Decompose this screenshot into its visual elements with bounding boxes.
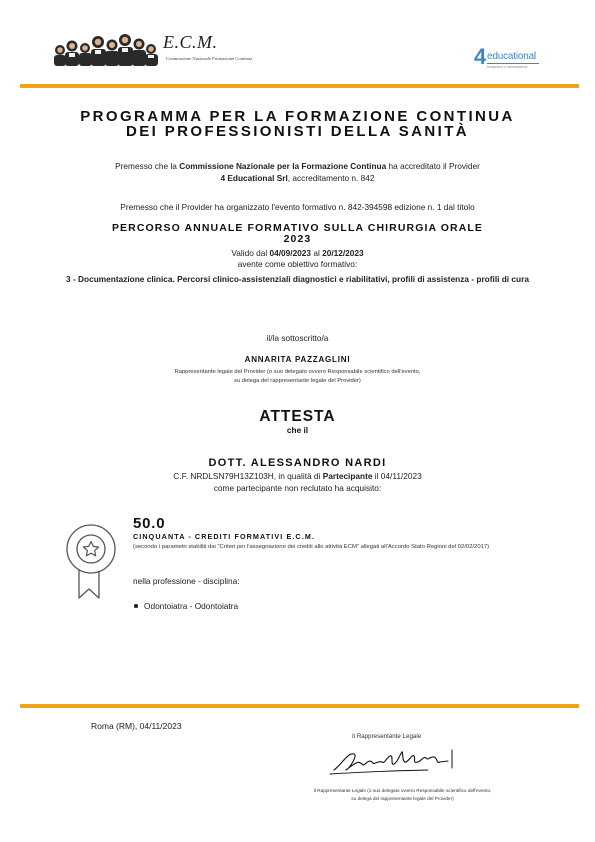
provider-logo-underline xyxy=(487,63,539,64)
signer-role xyxy=(120,368,475,385)
event-title-line1: PERCORSO ANNUALE FORMATIVO SULLA CHIRURGIA ORALE xyxy=(111,222,484,234)
handwritten-signature xyxy=(328,742,460,778)
credits-words: CINQUANTA - CREDITI FORMATIVI E.C.M. xyxy=(133,532,316,541)
recipient-details xyxy=(40,471,555,494)
ecm-subtitle: Commissione Nazionale Formazione Continua xyxy=(166,56,253,61)
page-title-line2: DEI PROFESSIONISTI DELLA SANITÀ xyxy=(125,123,470,140)
credits-value: 50.0 xyxy=(133,515,166,532)
event-title xyxy=(40,223,555,245)
attesta-heading: ATTESTA xyxy=(259,408,336,425)
provider-name: 4 Educational Srl xyxy=(220,173,288,183)
event-title-line2: 2023 xyxy=(283,233,312,245)
accreditation-number: , accreditamento n. 842 xyxy=(287,173,375,183)
undersigned-label: il/la sottoscritto/a xyxy=(266,333,329,343)
award-ribbon-star-icon xyxy=(63,522,119,602)
credits-note: (secondo i parametri stabiliti dai "Criteri per l'assegnazione dei crediti alle attività ECM" allegati all'Accordo Stato Regioni del 02/02/2017) xyxy=(133,544,490,550)
provider-logo-four: 4 xyxy=(474,44,487,69)
event-premise: Premesso che il Provider ha organizzato l'evento formativo n. 842-394598 edizione n. 1 dal titolo xyxy=(120,202,475,212)
page-title-line1: PROGRAMMA PER LA FORMAZIONE CONTINUA xyxy=(80,108,515,125)
provider-logo xyxy=(474,46,546,72)
validity-mid: al xyxy=(311,248,323,258)
top-divider xyxy=(20,84,579,88)
page-title xyxy=(20,109,575,139)
validity-pre: Valido dal xyxy=(231,248,270,258)
ecm-portraits-logo xyxy=(52,30,158,66)
commission-name: Commissione Nazionale per la Formazione Continua xyxy=(179,161,387,171)
event-objective: 3 - Documentazione clinica. Percorsi clinico-assistenziali diagnostici e riabilitativi, profili di assistenza - profili di cura xyxy=(66,274,529,284)
profession-list xyxy=(133,601,238,611)
list-item: Odontoiatra - Odontoiatra xyxy=(133,601,238,611)
signer-name: ANNARITA PAZZAGLINI xyxy=(244,355,351,364)
accreditation-paragraph xyxy=(40,160,555,184)
ecm-title: E.C.M. xyxy=(163,32,218,52)
signer-role-line1: Rappresentante legale del Provider (o suo delegato ovvero Responsabile scientifico dell'evento, xyxy=(174,369,421,375)
date-to: 20/12/2023 xyxy=(322,248,364,258)
accreditation-pre: Premesso che la xyxy=(115,161,180,171)
legal-note-line1: Il Rappresentante Legale (o suo delegato ovvero Responsabile scientifico dell'evento, xyxy=(313,788,492,793)
header xyxy=(0,0,595,92)
provider-logo-name: educational xyxy=(487,51,536,62)
fiscal-code: C.F. NRDLSN79H13Z103H, in qualità di xyxy=(173,471,323,481)
legal-note-line2: su delega del rappresentante legale del Provider) xyxy=(351,796,454,801)
signer-role-line2: su delega del rappresentante legale del Provider) xyxy=(234,377,361,384)
profession-label: nella professione - disciplina: xyxy=(133,576,240,586)
event-validity xyxy=(40,248,555,269)
provider-logo-tagline: formazione e comunicazione xyxy=(487,65,528,69)
legal-representative-note xyxy=(280,787,525,803)
place-date: Roma (RM), 04/11/2023 xyxy=(91,721,182,731)
date-from: 04/09/2023 xyxy=(269,248,312,258)
attesta-subtitle: che il xyxy=(286,425,309,435)
recipient-status: come partecipante non reclutato ha acquisito: xyxy=(213,482,382,493)
recipient-name: DOTT. ALESSANDRO NARDI xyxy=(208,457,387,469)
accreditation-mid: ha accreditato il Provider xyxy=(386,161,480,171)
recipient-role: Partecipante xyxy=(322,471,373,481)
participation-date: il 04/11/2023 xyxy=(372,471,422,481)
objective-intro: avente come obiettivo formativo: xyxy=(237,258,358,269)
bottom-divider xyxy=(20,704,579,708)
legal-representative-title: Il Rappresentante Legale xyxy=(352,733,422,740)
